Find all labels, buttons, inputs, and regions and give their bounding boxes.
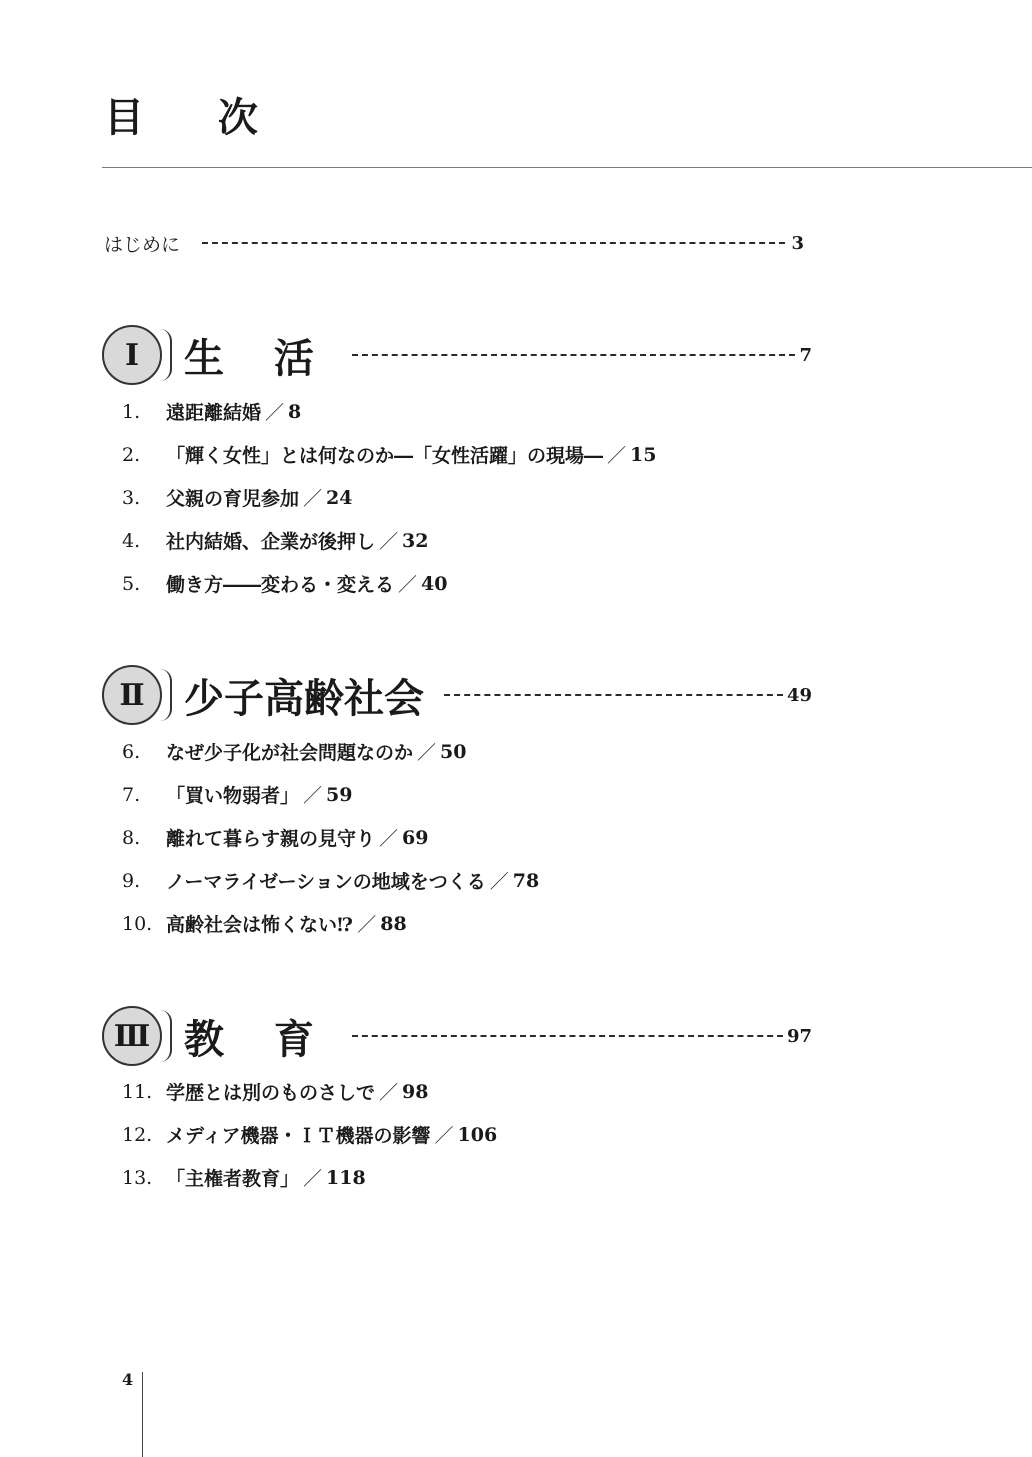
entry-page-number: 78 [512,869,540,892]
toc-entry[interactable] [122,859,822,902]
entry-separator: ／ [303,1168,323,1190]
toc-entry[interactable] [122,1113,822,1156]
toc-entry[interactable] [122,390,822,433]
intro-label: はじめに [104,233,181,256]
entry-number: 7. [122,783,141,806]
toc-entry[interactable] [122,816,822,859]
toc-entry[interactable] [122,1156,822,1199]
section-heading-2[interactable] [102,663,812,727]
intro-page-number: 3 [791,232,804,254]
folio-rule [142,1372,143,1457]
title-divider [102,167,1032,168]
entry-page-number: 118 [326,1166,366,1189]
entry-separator: ／ [303,785,323,807]
section-page-number: 49 [786,684,812,706]
entry-separator: ／ [265,402,285,424]
entry-page-number: 106 [457,1123,498,1146]
entry-page-number: 40 [421,572,448,595]
section-3-entries [122,1070,822,1199]
section-numeral-badge: Ⅲ [102,1006,162,1066]
toc-entry[interactable] [122,730,822,773]
entry-title: 遠距離結婚 [166,402,262,424]
section-heading-3[interactable] [102,1004,812,1068]
entry-title: メディア機器・ＩＴ機器の影響 [166,1125,431,1147]
dot-leader [444,694,783,696]
entry-title: なぜ少子化が社会問題なのか [166,742,414,764]
section-title: 少子高齢社会 [184,674,424,722]
entry-number: 12. [122,1123,153,1146]
entry-title: 学歴とは別のものさしで [166,1082,376,1104]
folio-page-number: 4 [122,1370,134,1389]
entry-number: 13. [122,1166,153,1189]
section-page-number: 7 [799,344,812,366]
dot-leader [202,242,785,244]
entry-page-number: 32 [402,529,429,552]
section-heading-1[interactable] [102,323,812,387]
entry-number: 6. [122,740,141,763]
entry-separator: ／ [489,871,509,893]
toc-entry[interactable] [122,519,822,562]
entry-number: 5. [122,572,141,595]
toc-entry[interactable] [122,1070,822,1113]
toc-entry[interactable] [122,476,822,519]
entry-title: 高齢社会は怖くない⁉ [166,914,354,936]
entry-number: 4. [122,529,141,552]
entry-page-number: 88 [380,912,407,935]
entry-separator: ／ [303,488,323,510]
badge-bracket [160,1010,172,1062]
badge-bracket [160,329,172,381]
entry-title: 「買い物弱者」 [166,785,300,807]
section-title: 生 活 [184,334,332,382]
toc-entry[interactable] [122,773,822,816]
entry-separator: ／ [379,1082,399,1104]
section-2-entries [122,730,822,945]
page-title: 目 次 [104,94,288,141]
dot-leader [352,354,796,356]
entry-title: 離れて暮らす親の見守り [166,828,376,850]
entry-number: 9. [122,869,141,892]
entry-separator: ／ [379,531,399,553]
entry-number: 3. [122,486,141,509]
entry-page-number: 15 [630,443,657,466]
entry-separator: ／ [398,574,418,596]
entry-title: 「主権者教育」 [166,1168,300,1190]
entry-separator: ／ [607,445,627,467]
entry-title: 働き方――変わる・変える [166,574,395,596]
badge-bracket [160,669,172,721]
entry-page-number: 8 [288,400,302,423]
entry-separator: ／ [434,1125,454,1147]
toc-entry[interactable] [122,433,822,476]
section-page-number: 97 [786,1025,812,1047]
entry-separator: ／ [379,828,399,850]
section-numeral-badge: Ⅱ [102,665,162,725]
entry-page-number: 50 [440,740,467,763]
dot-leader [352,1035,783,1037]
entry-number: 8. [122,826,141,849]
entry-title: ノーマライゼーションの地域をつくる [166,871,486,893]
section-title: 教 育 [184,1015,332,1063]
entry-number: 2. [122,443,141,466]
entry-title: 父親の育児参加 [166,488,300,510]
entry-separator: ／ [357,914,377,936]
entry-page-number: 59 [326,783,353,806]
section-numeral-badge: Ⅰ [102,325,162,385]
toc-entry[interactable] [122,902,822,945]
entry-separator: ／ [417,742,437,764]
entry-number: 11. [122,1080,153,1103]
entry-page-number: 98 [402,1080,429,1103]
section-1-entries [122,390,822,605]
entry-page-number: 69 [402,826,429,849]
entry-number: 10. [122,912,153,935]
toc-entry[interactable] [122,562,822,605]
entry-page-number: 24 [326,486,353,509]
entry-number: 1. [122,400,141,423]
entry-title: 「輝く女性」とは何なのか―「女性活躍」の現場― [166,445,604,467]
toc-intro-row[interactable] [104,228,804,258]
entry-title: 社内結婚、企業が後押し [166,531,376,553]
